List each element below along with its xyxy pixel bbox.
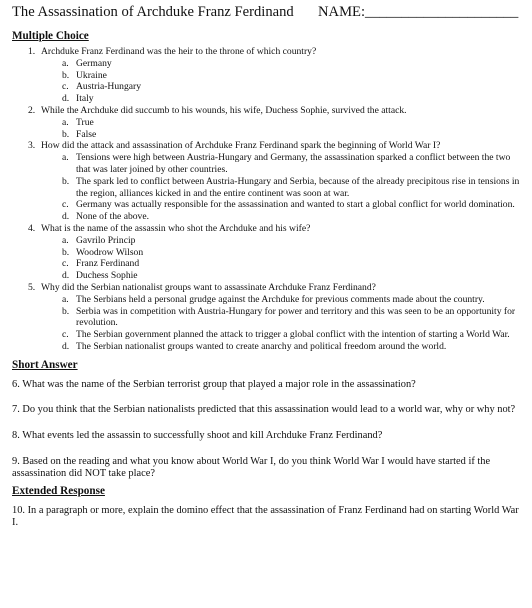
section-heading-extended-response: Extended Response [12, 484, 105, 497]
name-field-label: NAME:_____________________ [318, 4, 519, 20]
option-letter: b. [62, 175, 70, 187]
option-letter: d. [62, 211, 70, 223]
question-number: 1. [28, 46, 36, 57]
question-text: While the Archduke did succumb to his wounds, his wife, Duchess Sophie, survived the attack. [41, 104, 407, 116]
option-letter: d. [62, 270, 70, 282]
answer-option[interactable] [12, 341, 524, 353]
option-text: Ukraine [76, 69, 107, 81]
option-text: The spark led to conflict between Austria-Hungary and Serbia, because of the already precipitous rise in tensions in the region, alliances kicked in and the entire continent was soon at war. [76, 175, 520, 199]
question-text: What is the name of the assassin who shot the Archduke and his wife? [41, 222, 311, 234]
worksheet-title: The Assassination of Archduke Franz Ferdinand [12, 4, 294, 20]
option-text: False [76, 128, 97, 140]
option-text: The Serbian nationalist groups wanted to create anarchy and political freedom around the world. [76, 340, 447, 352]
short-answer-question: 8. What events led the assassin to successfully shoot and kill Archduke Franz Ferdinand? [12, 429, 383, 441]
option-text: Italy [76, 93, 94, 105]
answer-option[interactable] [12, 329, 524, 341]
question-number: 5. [28, 281, 36, 293]
option-text: Austria-Hungary [76, 81, 142, 93]
question-number: 2. [28, 104, 36, 116]
short-answer-question: 9. Based on the reading and what you know about World War I, do you think World War I would have started if the assassination did NOT take place? [12, 455, 491, 480]
mc-question [12, 105, 524, 117]
option-letter: a. [62, 152, 69, 164]
mc-question [12, 46, 524, 58]
section-heading-short-answer: Short Answer [12, 358, 78, 371]
worksheet-header [12, 4, 524, 26]
answer-option[interactable] [12, 270, 524, 282]
answer-option[interactable] [12, 176, 524, 200]
question-number: 4. [28, 222, 36, 234]
option-text: Serbia was in competition with Austria-Hungary for power and territory and this was seen to be an opportunity for revolution. [76, 305, 516, 329]
option-letter: c. [62, 81, 69, 93]
option-letter: b. [62, 128, 70, 140]
answer-option[interactable] [12, 199, 524, 211]
answer-option[interactable] [12, 235, 524, 247]
answer-option[interactable] [12, 258, 524, 270]
option-text: Tensions were high between Austria-Hungary and Germany, the assassination sparked a conflict between the two that was later joined by other countries. [76, 152, 511, 175]
option-letter: b. [62, 69, 70, 81]
multiple-choice-list [12, 46, 524, 353]
short-answer-question: 6. What was the name of the Serbian terrorist group that played a major role in the assassination? [12, 378, 416, 390]
section-heading-multiple-choice: Multiple Choice [12, 30, 89, 42]
option-text: The Serbians held a personal grudge against the Archduke for previous comments made about the country. [76, 293, 485, 305]
question-number: 3. [28, 140, 36, 152]
question-text: Archduke Franz Ferdinand was the heir to the throne of which country? [41, 46, 317, 57]
option-text: True [76, 116, 94, 128]
option-letter: d. [62, 93, 70, 105]
option-text: The Serbian government planned the attack to trigger a global conflict with the intention of starting a World War. [76, 329, 510, 341]
option-letter: a. [62, 57, 69, 69]
option-text: Franz Ferdinand [76, 258, 140, 270]
option-letter: a. [62, 234, 69, 246]
option-letter: c. [62, 258, 69, 270]
mc-question [12, 140, 524, 152]
answer-option[interactable] [12, 58, 524, 70]
option-letter: b. [62, 246, 70, 258]
option-text: Duchess Sophie [76, 270, 138, 282]
option-text: Woodrow Wilson [76, 246, 144, 258]
option-text: Germany was actually responsible for the assassination and wanted to start a global conflict for world domination. [76, 199, 515, 211]
answer-option[interactable] [12, 306, 524, 330]
answer-option[interactable] [12, 129, 524, 141]
mc-question [12, 282, 524, 294]
option-letter: c. [62, 329, 69, 341]
answer-option[interactable] [12, 211, 524, 223]
worksheet-page [12, 4, 524, 530]
answer-option[interactable] [12, 247, 524, 259]
question-text: How did the attack and assassination of Archduke Franz Ferdinand spark the beginning of World War I? [41, 140, 441, 152]
option-text: None of the above. [76, 211, 149, 223]
option-text: Germany [76, 57, 112, 69]
answer-option[interactable] [12, 294, 524, 306]
option-letter: a. [62, 293, 69, 305]
answer-option[interactable] [12, 152, 524, 176]
extended-response-question: 10. In a paragraph or more, explain the domino effect that the assassination of Franz Ferdinand had on starting World War I. [12, 504, 519, 529]
short-answer-question: 7. Do you think that the Serbian nationalists predicted that this assassination would lead to a world war, why or why not? [12, 404, 516, 416]
short-answer-list [12, 379, 524, 481]
mc-question [12, 223, 524, 235]
option-letter: c. [62, 199, 69, 211]
option-letter: a. [62, 116, 69, 128]
answer-option[interactable] [12, 117, 524, 129]
answer-option[interactable] [12, 70, 524, 82]
option-letter: d. [62, 340, 70, 352]
answer-option[interactable] [12, 93, 524, 105]
extended-response-list [12, 505, 524, 530]
answer-option[interactable] [12, 81, 524, 93]
option-text: Gavrilo Princip [76, 234, 136, 246]
option-letter: b. [62, 305, 70, 317]
question-text: Why did the Serbian nationalist groups want to assassinate Archduke Franz Ferdinand? [41, 281, 376, 293]
